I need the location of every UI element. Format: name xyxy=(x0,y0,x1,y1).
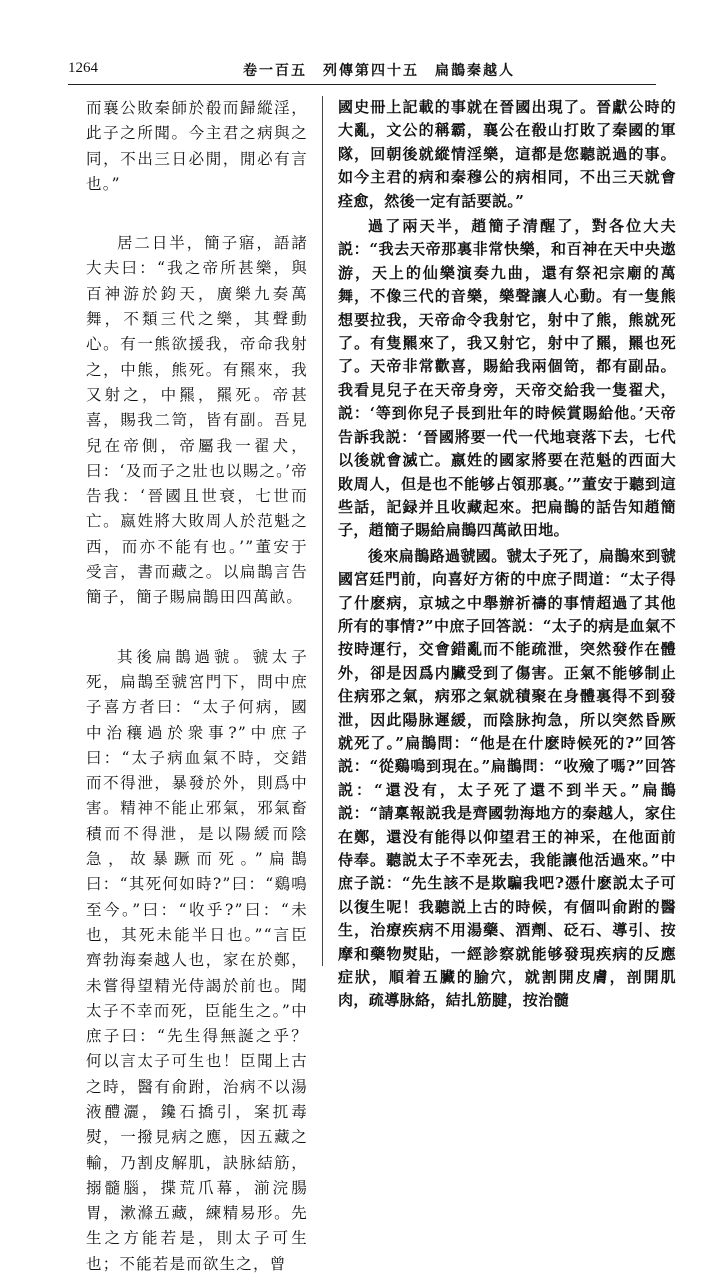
running-title: 卷一百五 列傳第四十五 扁鵲秦越人 xyxy=(243,63,515,79)
classical-text-column xyxy=(86,96,308,1277)
translation-paragraph-1: 國史冊上記載的事就在晉國出現了。晉獻公時的大亂，文公的稱霸，襄公在殽山打敗了秦國的軍隊，回朝後就縱情淫樂，這都是您聽説過的事。如今主君的病和秦穆公的病相同，不出三天就會痊愈，然後一定有話要説。” xyxy=(338,98,676,210)
classical-paragraph-1: 而襄公敗秦師於殽而歸縱淫，此子之所聞。今主君之病與之同，不出三日必閒，閒必有言也。” xyxy=(86,99,308,193)
page-number: 1264 xyxy=(68,60,98,76)
page-header xyxy=(68,58,656,82)
translation-paragraph-2: 過了兩天半，趙簡子清醒了，對各位大夫説：“我去天帝那裏非常快樂，和百神在天中央遨游，天上的仙樂演奏九曲，還有祭祀宗廟的萬舞，不像三代的音樂，樂聲讓人心動。有一隻熊想要拉我，天帝命令我射它，射中了熊，熊就死了。有隻羆來了，我又射它，射中了羆，羆也死了。天帝非常歡喜，賜給我兩個笥，都有副品。我看見兒子在天帝身旁，天帝交給我一隻翟犬，説：‘等到你兒子長到壯年的時候賞賜給他。’天帝告訴我説：‘晉國將要一代一代地衰落下去，七代以後就會滅亡。嬴姓的國家將要在范魁的西面大敗周人，但是也不能够占領那裏。’”董安于聽到這些話，記録并且收藏起來。把扁鵲的話告知趙簡子，趙簡子賜給扁鵲四萬畝田地。 xyxy=(338,217,676,540)
translation-text-column xyxy=(338,96,676,1013)
column-divider xyxy=(322,96,323,966)
classical-paragraph-3: 其後扁鵲過虢。虢太子死，扁鵲至虢宮門下，問中庶子喜方者曰：“太子何病，國中治穰過於衆事?”中庶子曰：“太子病血氣不時，交錯而不得泄，暴發於外，則爲中害。精神不能止邪氣，邪氣畜積而不得泄，是以陽緩而陰急，故暴蹶而死。”扁鵲曰：“其死何如時?”曰：“鷄鳴至今。”曰：“收乎?”曰：“未也，其死未能半日也。”“言臣齊勃海秦越人也，家在於鄭，未嘗得望精光侍謁於前也。聞太子不幸而死，臣能生之。”中庶子曰：“先生得無誕之乎？何以言太子可生也！臣聞上古之時，醫有俞跗，治病不以湯液醴灑，鑱石撟引，案扤毒熨，一撥見病之應，因五藏之輸，乃割皮解肌，訣脉結筋，搦髓腦，揲荒爪幕，湔浣腸胃，漱滌五藏，練精易形。先生之方能若是，則太子可生也；不能若是而欲生之，曾 xyxy=(86,647,308,1273)
header-rule xyxy=(68,84,656,85)
translation-paragraph-3: 後來扁鵲路過虢國。虢太子死了，扁鵲來到虢國宮廷門前，向喜好方術的中庶子問道：“太子得了什麽病，京城之中舉辦祈禱的事情超過了其他所有的事情?”中庶子回答説：“太子的病是血氣不按時運行，交會錯亂而不能疏泄，突然發作在體外，卻是因爲内臟受到了傷害。正氣不能够制止住病邪之氣，病邪之氣就積聚在身體裏得不到發泄，因此陽脉遲緩，而陰脉拘急，所以突然昏厥就死了。”扁鵲問：“他是在什麽時候死的?”回答説：“從鷄鳴到現在。”扁鵲問：“收殮了嗎?”回答説：“還没有，太子死了還不到半天。”扁鵲説：“請稟報説我是齊國勃海地方的秦越人，家住在鄭，還没有能得以仰望君王的神采，在他面前侍奉。聽説太子不幸死去，我能讓他活過來。”中庶子説：“先生該不是欺騙我吧?憑什麽説太子可以復生呢！我聽説上古的時候，有個叫俞跗的醫生，治療疾病不用湯藥、酒劑、砭石、導引、按摩和藥物熨貼，一經診察就能够發現疾病的反應症狀，順着五臟的腧穴，就割開皮膚，剖開肌肉，疏導脉絡，結扎筋腱，按治髓 xyxy=(338,546,677,1010)
classical-paragraph-2: 居二日半，簡子寤，語諸大夫曰：“我之帝所甚樂，與百神游於鈞天，廣樂九奏萬舞，不類三代之樂，其聲動心。有一熊欲援我，帝命我射之，中熊，熊死。有羆來，我又射之，中羆，羆死。帝甚喜，賜我二笥，皆有副。吾見兒在帝側，帝屬我一翟犬，曰：‘及而子之壯也以賜之。’帝告我：‘晉國且世衰，七世而亡。嬴姓將大敗周人於范魁之西，而亦不能有也。’”董安于受言，書而藏之。以扁鵲言告簡子，簡子賜扁鵲田四萬畝。 xyxy=(86,234,308,607)
